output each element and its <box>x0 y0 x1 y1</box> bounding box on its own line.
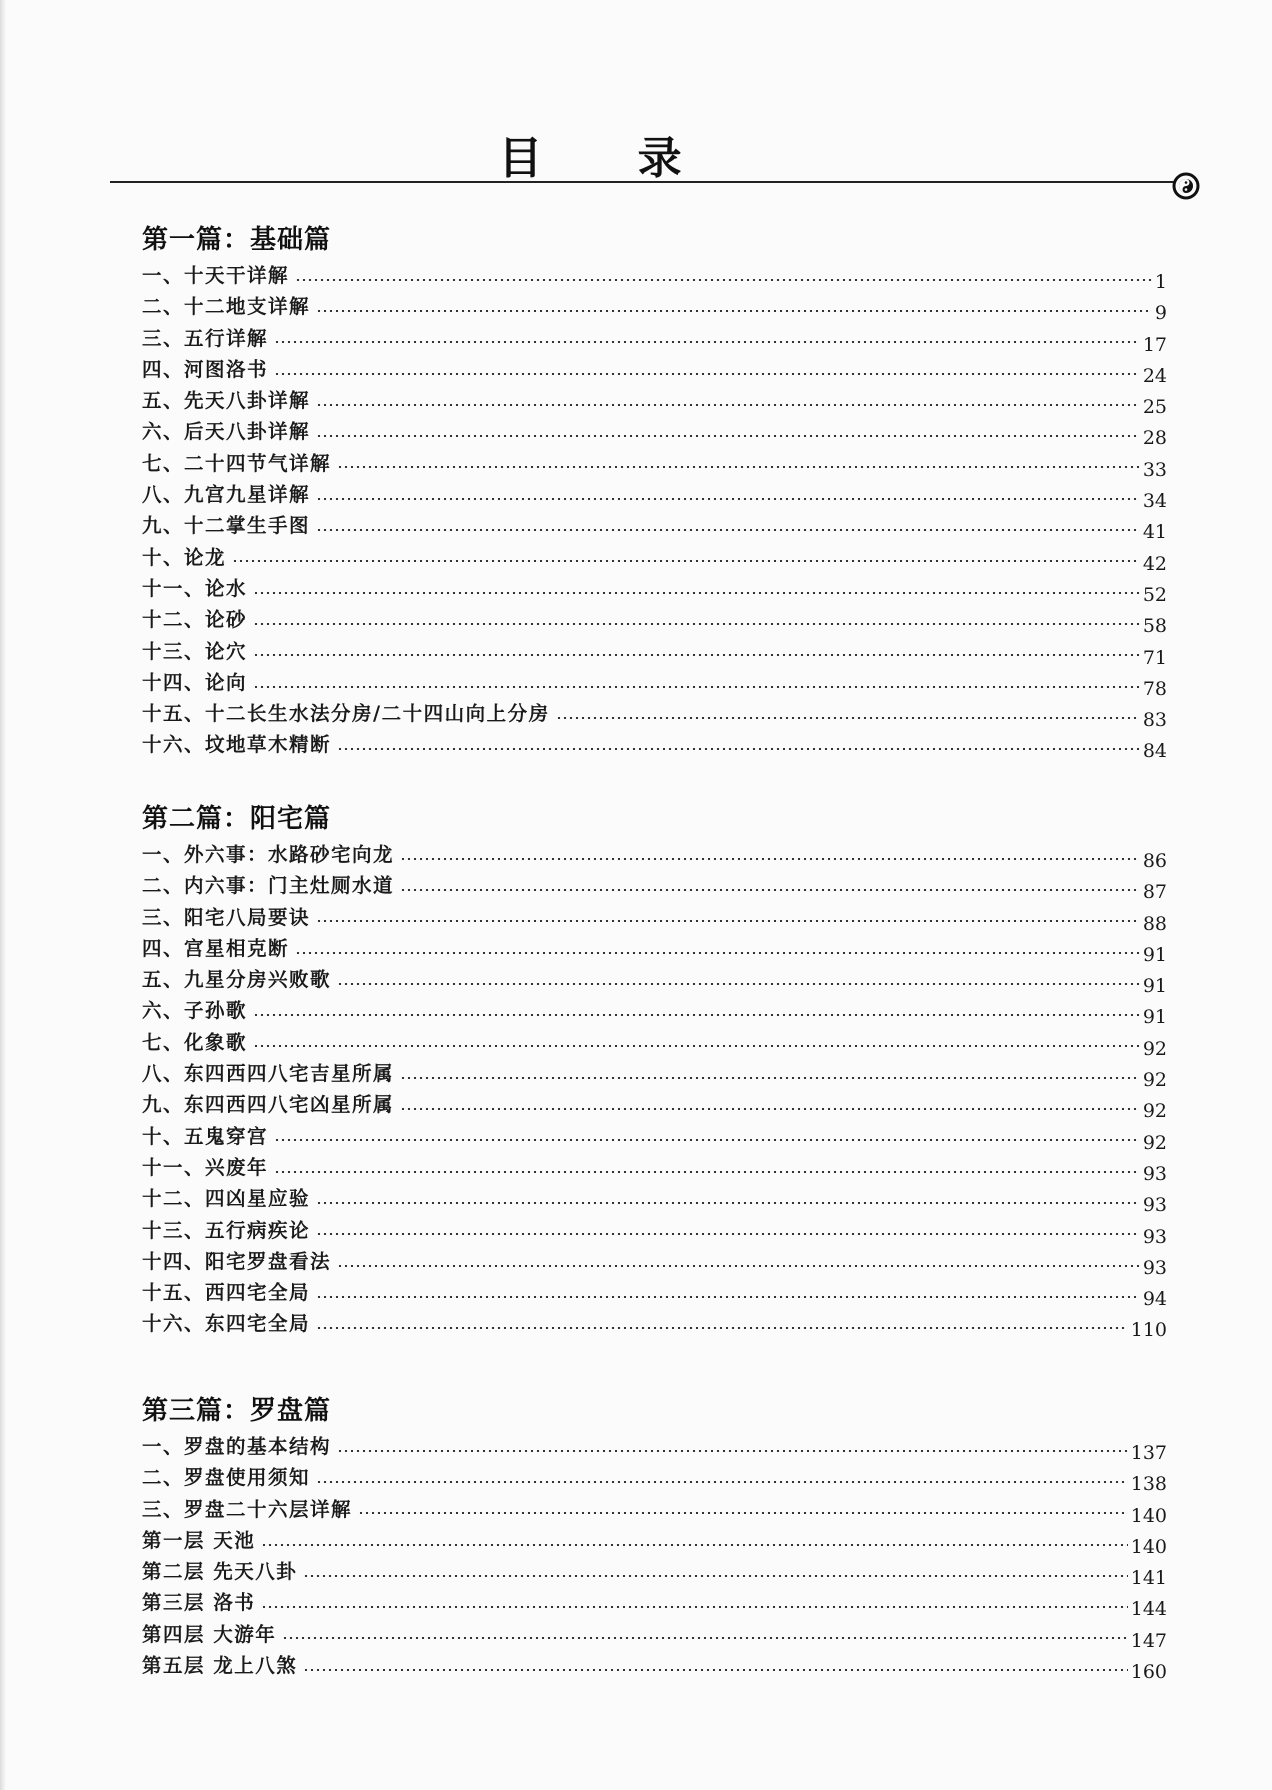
dot-leader <box>337 1265 1140 1267</box>
toc-entry[interactable] <box>142 1215 1167 1246</box>
dot-leader <box>316 529 1140 531</box>
toc-entry-label: 三、五行详解 <box>142 326 269 350</box>
toc-entry-page: 110 <box>1130 1319 1167 1342</box>
toc-entry-page: 88 <box>1142 912 1167 935</box>
toc-entry-page: 160 <box>1130 1661 1167 1684</box>
toc-entry[interactable] <box>142 510 1167 544</box>
toc-entry-label: 十三、五行病疾论 <box>142 1218 311 1242</box>
toc-entry-page: 147 <box>1130 1629 1167 1652</box>
toc-entry[interactable] <box>142 1587 1167 1621</box>
section-yangzhai <box>142 801 1167 1340</box>
toc-entry-label: 十二、论砂 <box>142 608 248 632</box>
dot-leader <box>337 983 1140 985</box>
toc-entry[interactable] <box>142 995 1167 1029</box>
toc-entry[interactable] <box>142 870 1167 904</box>
toc-entry[interactable] <box>142 729 1167 763</box>
toc-entry[interactable] <box>142 933 1167 964</box>
page-title: 目 录 <box>498 133 722 184</box>
toc-entry-label: 六、子孙歌 <box>142 999 248 1023</box>
toc-entry-page: 93 <box>1142 1225 1167 1248</box>
toc-entry-page: 71 <box>1142 646 1167 669</box>
toc-entry-page: 52 <box>1142 583 1167 606</box>
toc-entry-label: 一、十天干详解 <box>142 264 290 287</box>
dot-leader <box>295 279 1152 281</box>
dot-leader <box>253 654 1140 656</box>
toc-entry[interactable] <box>142 416 1167 450</box>
toc-entry[interactable] <box>142 1308 1167 1342</box>
dot-leader <box>337 748 1140 750</box>
toc-entry[interactable] <box>142 839 1167 870</box>
dot-leader <box>400 1108 1140 1110</box>
toc-entry[interactable] <box>142 1431 1167 1462</box>
toc-entry-page: 93 <box>1142 1256 1167 1279</box>
toc-entry-page: 34 <box>1142 490 1167 513</box>
toc-entry[interactable] <box>142 448 1167 479</box>
toc-entry-label: 二、十二地支详解 <box>142 295 311 319</box>
dot-leader <box>295 952 1140 954</box>
toc-entry-label: 第四层 大游年 <box>142 1622 277 1646</box>
toc-entry-label: 十五、西四宅全局 <box>142 1281 311 1305</box>
dot-leader <box>316 1233 1140 1235</box>
section-luopan <box>142 1393 1167 1684</box>
toc-entry-label: 第五层 龙上八煞 <box>142 1654 298 1678</box>
toc-entry[interactable] <box>142 636 1167 667</box>
toc-entry-page: 94 <box>1142 1288 1167 1311</box>
dot-leader <box>316 920 1140 922</box>
dot-leader <box>253 623 1140 625</box>
toc-entry[interactable] <box>142 1058 1167 1092</box>
toc-entry-page: 93 <box>1142 1162 1167 1185</box>
dot-leader <box>316 435 1140 437</box>
toc-entry[interactable] <box>142 902 1167 933</box>
dot-leader <box>316 1202 1140 1204</box>
toc-entry-label: 第二层 先天八卦 <box>142 1560 298 1584</box>
toc-entry-page: 86 <box>1142 850 1167 872</box>
toc-entry[interactable] <box>142 291 1167 325</box>
dot-leader <box>303 1575 1127 1577</box>
toc-entry-label: 十四、阳宅罗盘看法 <box>142 1249 332 1273</box>
dot-leader <box>253 592 1140 594</box>
toc-entry-page: 42 <box>1142 552 1167 575</box>
dot-leader <box>261 1544 1127 1546</box>
yin-yang-icon <box>1172 172 1200 200</box>
toc-entry[interactable] <box>142 1556 1167 1590</box>
dot-leader <box>337 466 1140 468</box>
toc-entry-label: 一、罗盘的基本结构 <box>142 1435 332 1458</box>
toc-entry-page: 1 <box>1154 271 1167 293</box>
toc-entry-label: 六、后天八卦详解 <box>142 420 311 444</box>
toc-entry-page: 137 <box>1130 1442 1167 1464</box>
dot-leader <box>274 1171 1140 1173</box>
toc-entry[interactable] <box>142 1246 1167 1277</box>
toc-entry-label: 四、河图洛书 <box>142 357 269 381</box>
toc-entry-label: 三、罗盘二十六层详解 <box>142 1497 353 1521</box>
dot-leader <box>232 560 1140 562</box>
toc-entry[interactable] <box>142 1619 1167 1650</box>
toc-entry-label: 十五、十二长生水法分房/二十四山向上分房 <box>142 702 550 726</box>
dot-leader <box>400 858 1140 860</box>
toc-entry[interactable] <box>142 604 1167 638</box>
toc-entry-label: 七、化象歌 <box>142 1030 248 1054</box>
toc-entry-label: 十、五鬼穿宫 <box>142 1124 269 1148</box>
toc-entry[interactable] <box>142 385 1167 419</box>
toc-entry-page: 78 <box>1142 677 1167 700</box>
toc-entry-label: 十三、论穴 <box>142 639 248 663</box>
dot-leader <box>337 1450 1128 1452</box>
toc-entry[interactable] <box>142 354 1167 385</box>
dot-leader <box>303 1669 1127 1671</box>
toc-entry[interactable] <box>142 479 1167 513</box>
toc-entry[interactable] <box>142 1494 1167 1525</box>
toc-entry-page: 91 <box>1142 943 1167 966</box>
dot-leader <box>316 404 1140 406</box>
section-title: 第一篇：基础篇 <box>142 225 332 255</box>
dot-leader <box>556 717 1140 719</box>
toc-entry[interactable] <box>142 1027 1167 1058</box>
toc-entry-label: 二、内六事：门主灶厕水道 <box>142 874 395 898</box>
toc-entry-page: 25 <box>1142 396 1167 419</box>
section-title: 第三篇：罗盘篇 <box>142 1396 332 1426</box>
toc-entry-page: 91 <box>1142 975 1167 998</box>
toc-entry-label: 第三层 洛书 <box>142 1591 256 1615</box>
section-basics <box>142 222 1167 761</box>
toc-entry-page: 58 <box>1142 615 1167 638</box>
dot-leader <box>400 889 1140 891</box>
toc-entry-page: 92 <box>1142 1069 1167 1092</box>
title-rule <box>110 181 1175 183</box>
toc-entry[interactable] <box>142 667 1167 698</box>
toc-entry-label: 十二、四凶星应验 <box>142 1187 311 1211</box>
toc-entry-page: 33 <box>1142 458 1167 481</box>
dot-leader <box>400 1077 1140 1079</box>
toc-entry-label: 十六、东四宅全局 <box>142 1312 311 1336</box>
dot-leader <box>282 1637 1127 1639</box>
toc-entry[interactable] <box>142 260 1167 291</box>
toc-entry-label: 九、十二掌生手图 <box>142 514 311 538</box>
toc-entry-page: 9 <box>1154 302 1167 325</box>
dot-leader <box>274 373 1140 375</box>
dot-leader <box>261 1606 1127 1608</box>
toc-entry[interactable] <box>142 1462 1167 1496</box>
page-edge-shadow <box>0 0 6 1790</box>
toc-entry[interactable] <box>142 1277 1167 1311</box>
toc-entry-label: 十六、坟地草木精断 <box>142 733 332 757</box>
toc-entry-page: 84 <box>1142 740 1167 763</box>
toc-entry-label: 十四、论向 <box>142 670 248 694</box>
toc-entry-label: 八、九宫九星详解 <box>142 483 311 507</box>
toc-entry-page: 41 <box>1142 521 1167 544</box>
toc-entry-label: 十一、兴废年 <box>142 1155 269 1179</box>
toc-entry-label: 三、阳宅八局要诀 <box>142 905 311 929</box>
toc-entry-page: 144 <box>1130 1598 1167 1621</box>
toc-entry-page: 17 <box>1142 333 1167 356</box>
dot-leader <box>358 1512 1128 1514</box>
toc-entry[interactable] <box>142 542 1167 573</box>
toc-entry-label: 十一、论水 <box>142 576 248 600</box>
toc-entry[interactable] <box>142 1650 1167 1684</box>
toc-entry-page: 91 <box>1142 1006 1167 1029</box>
toc-entry-label: 四、宫星相克断 <box>142 936 290 960</box>
toc-entry-page: 92 <box>1142 1100 1167 1123</box>
toc-entry-page: 87 <box>1142 881 1167 904</box>
dot-leader <box>316 1296 1140 1298</box>
dot-leader <box>316 1481 1128 1483</box>
toc-entry-label: 五、先天八卦详解 <box>142 389 311 413</box>
dot-leader <box>274 1139 1140 1141</box>
toc-entry[interactable] <box>142 1525 1167 1556</box>
toc-entry-page: 92 <box>1142 1037 1167 1060</box>
toc-entry[interactable] <box>142 1183 1167 1217</box>
dot-leader <box>253 1045 1140 1047</box>
section-title: 第二篇：阳宅篇 <box>142 804 332 834</box>
toc-entry-label: 八、东四西四八宅吉星所属 <box>142 1062 395 1086</box>
toc-entry-page: 28 <box>1142 427 1167 450</box>
toc-entry-page: 138 <box>1130 1473 1167 1496</box>
toc-entry-label: 九、东四西四八宅凶星所属 <box>142 1093 395 1117</box>
dot-leader <box>316 498 1140 500</box>
toc-entry[interactable] <box>142 573 1167 604</box>
toc-entry-label: 五、九星分房兴败歌 <box>142 968 332 992</box>
dot-leader <box>316 1327 1128 1329</box>
toc-entry-page: 140 <box>1130 1535 1167 1558</box>
toc-entry-label: 十、论龙 <box>142 545 227 569</box>
dot-leader <box>253 686 1140 688</box>
toc-entry-page: 92 <box>1142 1131 1167 1154</box>
toc-entry-page: 141 <box>1130 1567 1167 1590</box>
toc-entry-page: 140 <box>1130 1504 1167 1527</box>
toc-entry[interactable] <box>142 323 1167 354</box>
toc-entry[interactable] <box>142 964 1167 998</box>
toc-entry[interactable] <box>142 1152 1167 1183</box>
toc-entry[interactable] <box>142 1121 1167 1152</box>
toc-entry-page: 83 <box>1142 709 1167 732</box>
toc-entry-label: 七、二十四节气详解 <box>142 451 332 475</box>
toc-entry-label: 第一层 天池 <box>142 1528 256 1552</box>
toc-entry[interactable] <box>142 1089 1167 1123</box>
dot-leader <box>253 1014 1140 1016</box>
toc-entry-label: 二、罗盘使用须知 <box>142 1466 311 1490</box>
toc-entry[interactable] <box>142 698 1167 732</box>
toc-entry-page: 24 <box>1142 364 1167 387</box>
toc-entry-label: 一、外六事：水路砂宅向龙 <box>142 843 395 866</box>
dot-leader <box>274 341 1140 343</box>
dot-leader <box>316 310 1152 312</box>
toc-entry-page: 93 <box>1142 1194 1167 1217</box>
